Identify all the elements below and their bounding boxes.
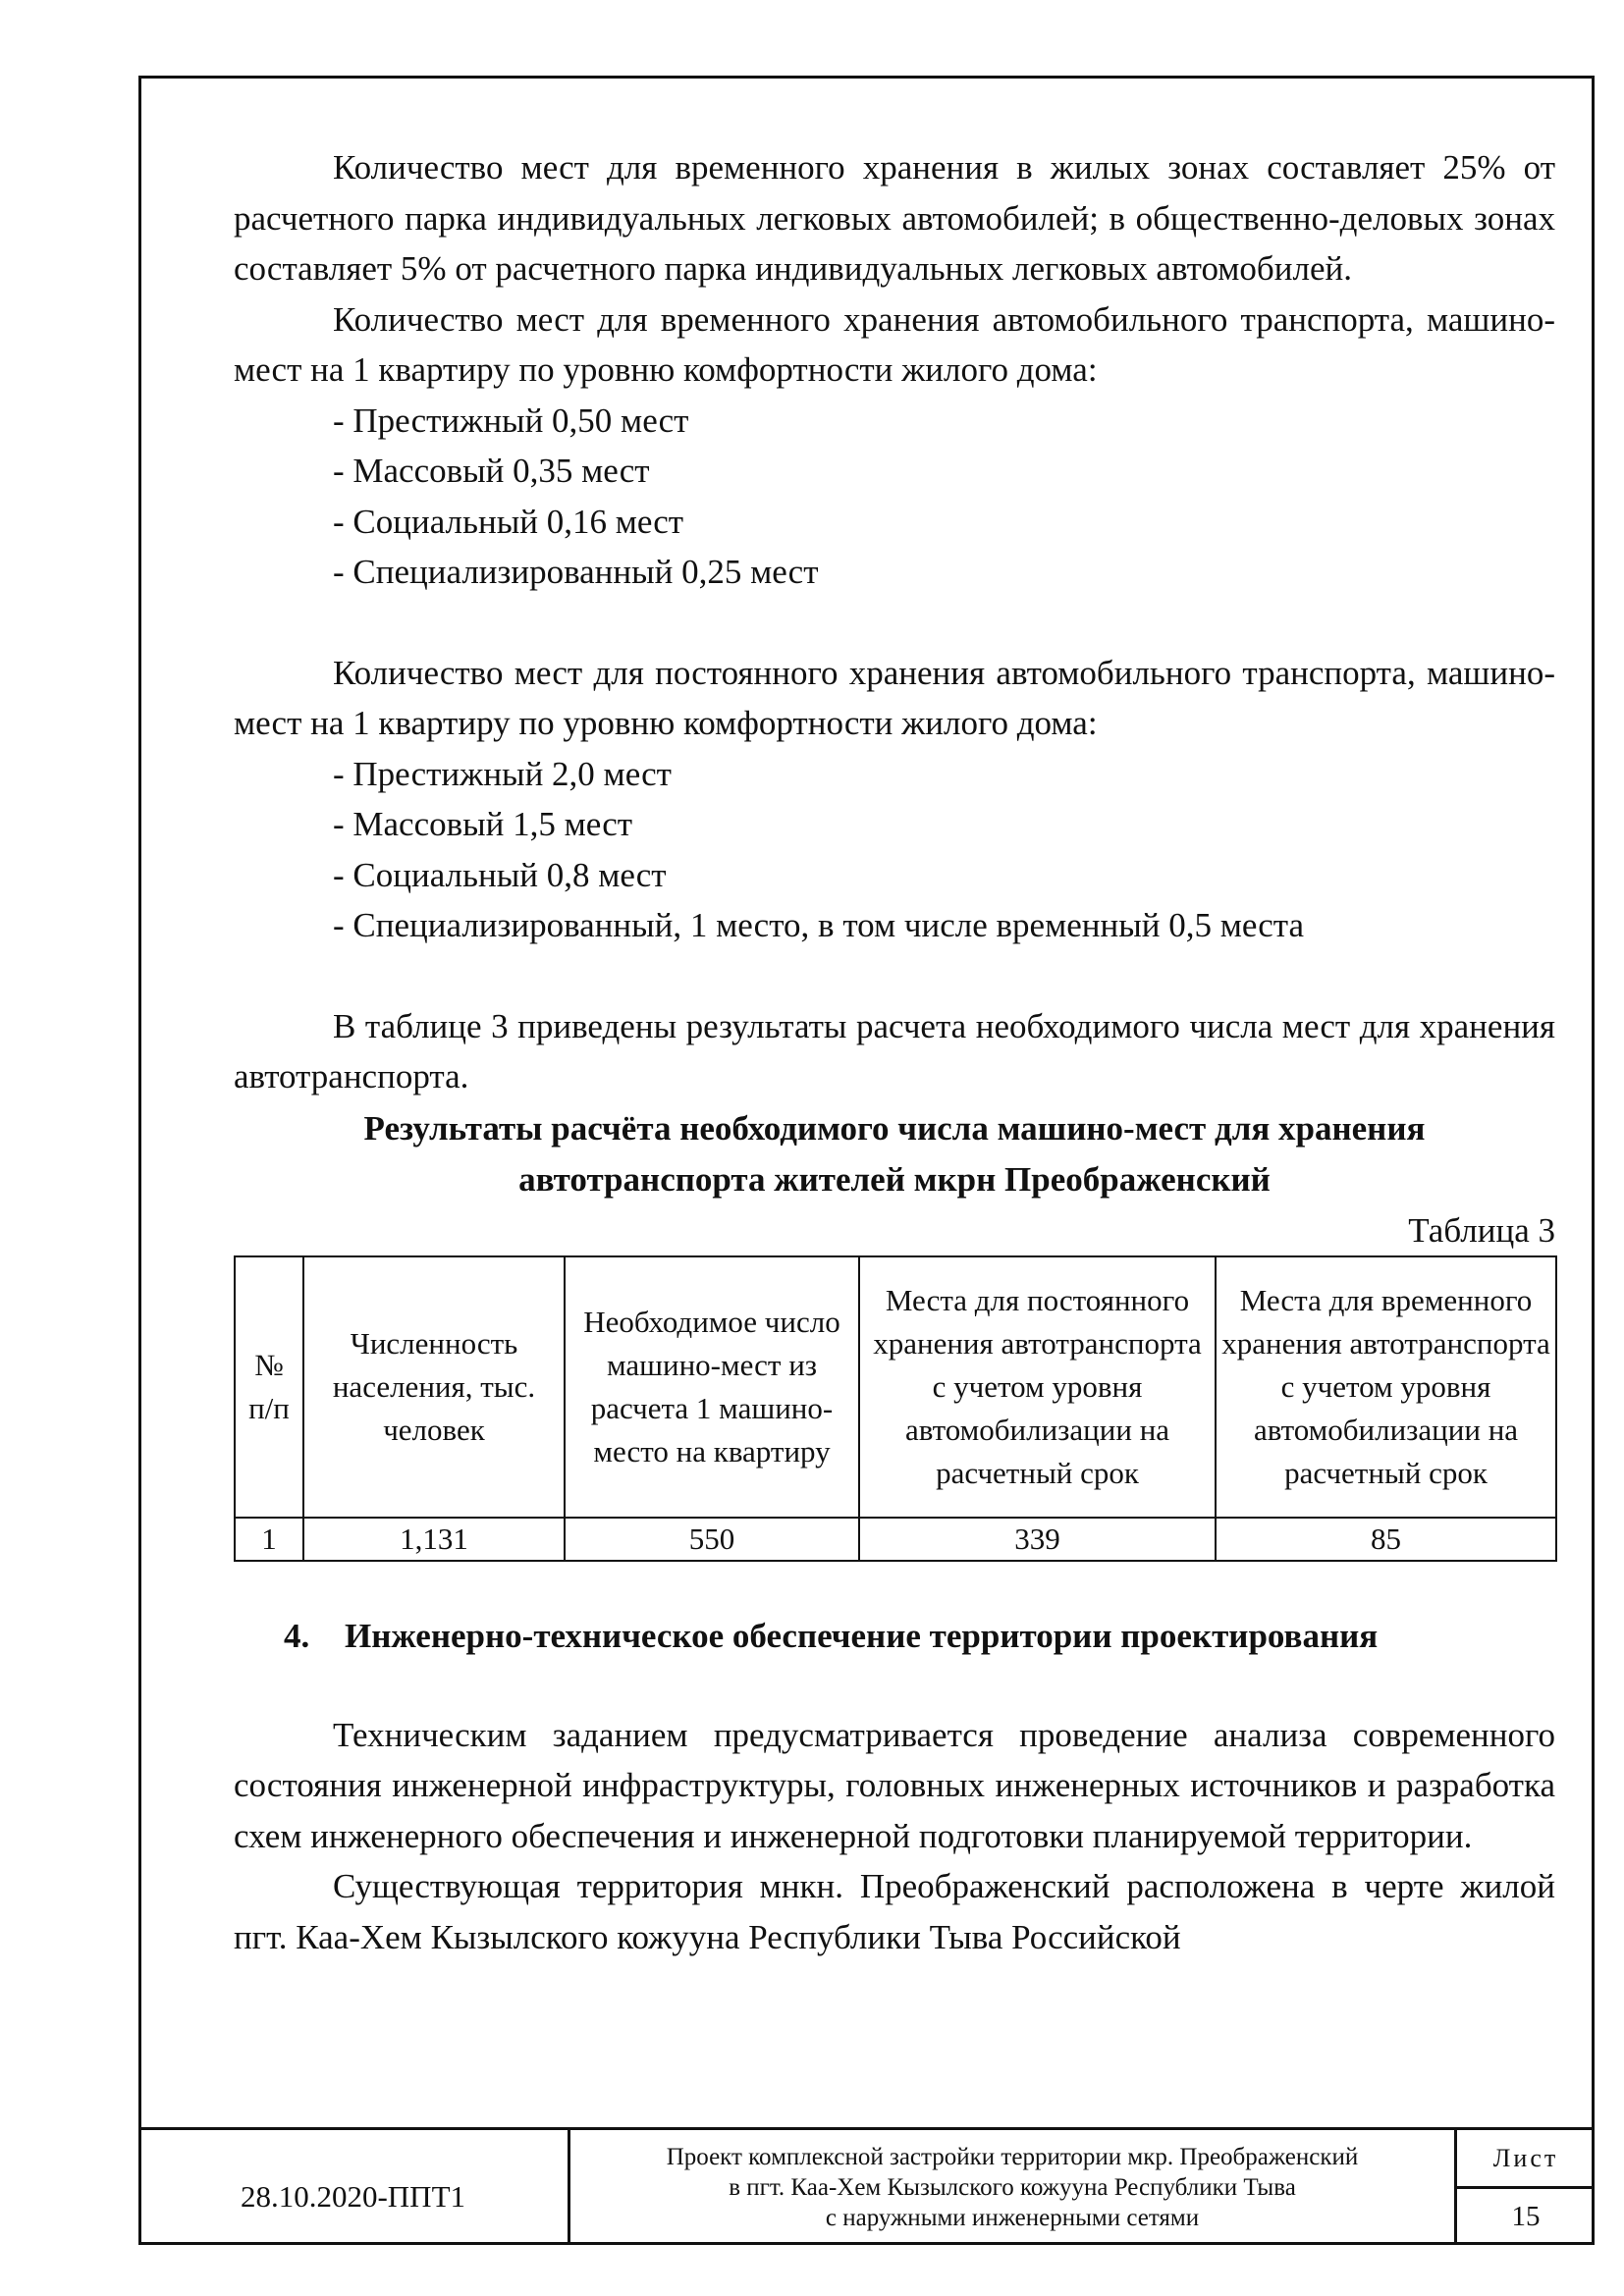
- paragraph-technical-task: Техническим заданием предусматривается проведение анализа современного состояния инженерной инфраструктуры, головных инженерных источников и разработка схем инженерного обеспечения и инженерной подготовки планируемой территории.: [234, 1715, 1555, 1855]
- section-number: 4.: [284, 1616, 310, 1655]
- table-cell: 550: [565, 1518, 859, 1561]
- table-cell: 1: [235, 1518, 303, 1561]
- sheet-label: Лист: [1457, 2130, 1595, 2189]
- table-caption: [234, 1103, 1555, 1205]
- table-cell: 1,131: [303, 1518, 565, 1561]
- project-description-line3: с наружными инженерными сетями: [825, 2205, 1200, 2231]
- sheet-box: [1454, 2130, 1595, 2245]
- project-description: [570, 2130, 1454, 2245]
- list-item: - Социальный 0,16 мест: [333, 502, 684, 541]
- paragraph-temporary-storage-share: Количество мест для временного хранения в жилых зонах составляет 25% от расчетного парка индивидуальных легковых автомобилей; в общественно-деловых зонах составляет 5% от расчетного парка индивидуальных легковых автомобилей.: [234, 148, 1555, 288]
- section-title: Инженерно-техническое обеспечение территории проектирования: [345, 1616, 1379, 1655]
- paragraph-permanent-storage-intro: Количество мест для постоянного хранения автомобильного транспорта, машино-мест на 1 квартиру по уровню комфортности жилого дома:: [234, 653, 1555, 742]
- section-heading: [234, 1611, 1555, 1662]
- table-caption-line2: автотранспорта жителей мкрн Преображенский: [518, 1159, 1271, 1199]
- table-header-cell: Необходимое число машино-мест из расчета 1 машино-место на квартиру: [565, 1256, 859, 1518]
- paragraph-table-reference: В таблице 3 приведены результаты расчета необходимого числа мест для хранения автотранспорта.: [234, 1006, 1555, 1095]
- list-item: - Престижный 0,50 мест: [333, 400, 689, 440]
- project-description-line1: Проект комплексной застройки территории мкр. Преображенский: [666, 2144, 1359, 2170]
- list-item: - Престижный 2,0 мест: [333, 754, 672, 793]
- paragraph-temporary-storage-intro: Количество мест для временного хранения автомобильного транспорта, машино-мест на 1 квартиру по уровню комфортности жилого дома:: [234, 299, 1555, 389]
- table-header-cell: № п/п: [235, 1256, 303, 1518]
- table-header-cell: Места для временного хранения автотранспорта с учетом уровня автомобилизации на расчетный срок: [1216, 1256, 1556, 1518]
- table-header-cell: Численность населения, тыс. человек: [303, 1256, 565, 1518]
- table-cell: 339: [859, 1518, 1216, 1561]
- document-body: [234, 142, 1555, 1962]
- paragraph-territory-location: Существующая территория мнкн. Преображенский расположена в черте жилой пгт. Каа-Хем Кызылского кожууна Республики Тыва Российской: [234, 1867, 1555, 1956]
- table-label: Таблица 3: [1408, 1210, 1555, 1250]
- table-header-cell: Места для постоянного хранения автотранспорта с учетом уровня автомобилизации на расчетный срок: [859, 1256, 1216, 1518]
- sheet-number: 15: [1511, 2201, 1541, 2232]
- list-item: - Массовый 1,5 мест: [333, 805, 633, 843]
- list-item: - Массовый 0,35 мест: [333, 452, 650, 490]
- title-block: [138, 2127, 1595, 2245]
- table-caption-line1: Результаты расчёта необходимого числа машино-мест для хранения: [363, 1108, 1426, 1148]
- project-description-line2: в пгт. Каа-Хем Кызылского кожууна Республики Тыва: [729, 2174, 1296, 2201]
- list-item: - Специализированный, 1 место, в том числе временный 0,5 места: [333, 906, 1305, 944]
- table-row: [235, 1518, 1556, 1561]
- list-item: - Специализированный 0,25 мест: [333, 553, 819, 591]
- list-item: - Социальный 0,8 мест: [333, 855, 667, 894]
- parking-results-table: [234, 1255, 1557, 1562]
- document-code: 28.10.2020-ППТ1: [138, 2130, 570, 2245]
- table-cell: 85: [1216, 1518, 1556, 1561]
- table-header-row: [235, 1256, 1556, 1518]
